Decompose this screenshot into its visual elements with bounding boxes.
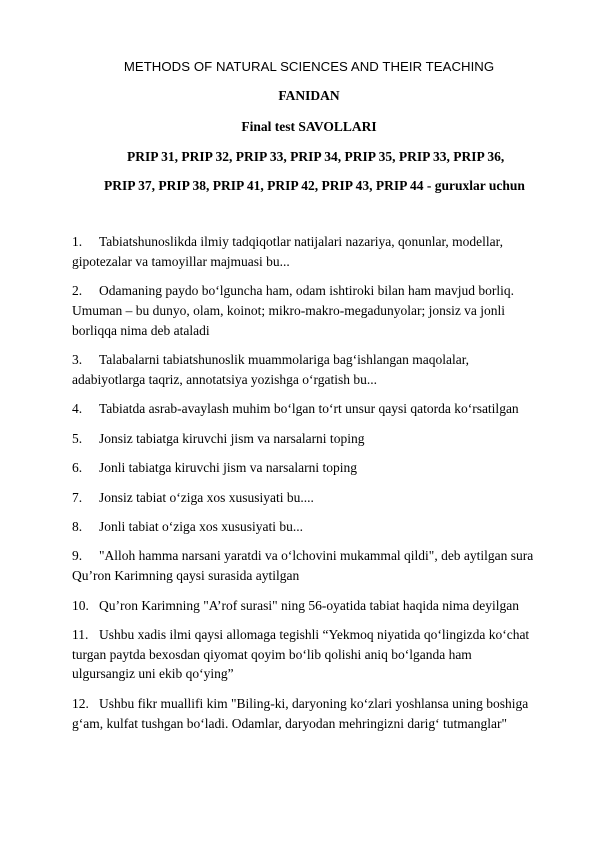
- question-text: Tabiatda asrab-avaylash muhim bo‘lgan to‘rt unsur qaysi qatorda ko‘rsatilgan: [99, 401, 519, 417]
- question-text: Umuman – bu dunyo, olam, koinot; mikro-makro-megadunyolar; jonsiz va jonli: [72, 302, 506, 318]
- question-item: [72, 458, 562, 478]
- question-number: 12.: [72, 695, 89, 711]
- question-continuation: [72, 664, 562, 684]
- question-continuation: [72, 714, 562, 734]
- question-text: Jonli tabiat o‘ziga xos xususiyati bu...: [99, 518, 303, 534]
- question-item: [72, 546, 562, 566]
- question-list: [72, 232, 562, 743]
- question-item: [72, 429, 562, 449]
- question-text: borliqqa nima deb ataladi: [72, 322, 210, 338]
- question-text: Jonsiz tabiatga kiruvchi jism va narsalarni toping: [99, 430, 365, 446]
- question-continuation: [72, 321, 562, 341]
- question-item: [72, 694, 562, 714]
- question-item: [72, 281, 562, 301]
- question-number: 11.: [72, 626, 89, 642]
- question-number: 9.: [72, 548, 83, 564]
- question-number: 5.: [72, 430, 83, 446]
- question-item: [72, 488, 562, 508]
- question-number: 2.: [72, 283, 83, 299]
- question-number: 4.: [72, 401, 83, 417]
- question-number: 7.: [72, 489, 83, 505]
- question-item: [72, 596, 562, 616]
- question-text: Ushbu fikr muallifi kim "Biling-ki, daryoning ko‘zlari yoshlansa uning boshiga: [99, 695, 529, 711]
- question-text: "Alloh hamma narsani yaratdi va o‘lchovini mukammal qildi", deb aytilgan sura: [99, 548, 534, 564]
- question-text: Jonli tabiatga kiruvchi jism va narsalarni toping: [99, 460, 357, 476]
- question-text: gipotezalar va tamoyillar majmuasi bu...: [72, 253, 290, 269]
- fanidan-heading: FANIDAN: [278, 88, 340, 103]
- question-item: [72, 517, 562, 537]
- question-number: 1.: [72, 234, 83, 249]
- question-continuation: [72, 301, 562, 321]
- question-text: Jonsiz tabiat o‘ziga xos xususiyati bu....: [99, 489, 314, 505]
- question-item: [72, 232, 562, 252]
- question-number: 8.: [72, 518, 83, 534]
- question-number: 10.: [72, 597, 89, 613]
- question-item: [72, 350, 562, 370]
- question-item: [72, 399, 562, 419]
- question-number: 6.: [72, 460, 83, 476]
- question-text: turgan paytda bexosdan qiyomat qoyim bo‘lib qolishi aniq bo‘lganda ham: [72, 646, 472, 662]
- question-number: 3.: [72, 352, 83, 368]
- question-continuation: [72, 645, 562, 665]
- question-item: [72, 625, 562, 645]
- test-title: Final test SAVOLLARI: [241, 119, 377, 134]
- question-continuation: [72, 252, 562, 272]
- question-text: adabiyotlarga taqriz, annotatsiya yozishga o‘rgatish bu...: [72, 371, 378, 387]
- question-text: Odamaning paydo bo‘lguncha ham, odam ishtiroki bilan ham mavjud borliq.: [99, 283, 515, 299]
- question-continuation: [72, 566, 562, 586]
- question-text: Ushbu xadis ilmi qaysi allomaga tegishli “Yekmoq niyatida qo‘lingizda ko‘chat: [99, 626, 530, 642]
- groups-line-1: PRIP 31, PRIP 32, PRIP 33, PRIP 34, PRIP 35, PRIP 33, PRIP 36,: [127, 149, 505, 164]
- question-text: Tabiatshunoslikda ilmiy tadqiqotlar natijalari nazariya, qonunlar, modellar,: [99, 234, 503, 249]
- question-text: Talabalarni tabiatshunoslik muammolariga bag‘ishlangan maqolalar,: [99, 352, 470, 368]
- subject-title: METHODS OF NATURAL SCIENCES AND THEIR TEACHING: [123, 59, 495, 74]
- question-text: Qu’ron Karimning "A’rof surasi" ning 56-oyatida tabiat haqida nima deyilgan: [99, 597, 520, 613]
- question-text: ulgursangiz uni ekib qo‘ying”: [72, 666, 234, 682]
- question-text: Qu’ron Karimning qaysi surasida aytilgan: [72, 568, 300, 584]
- question-continuation: [72, 370, 562, 390]
- question-text: g‘am, kulfat tushgan bo‘ladi. Odamlar, daryodan mehringizni darig‘ tutmanglar": [72, 715, 507, 731]
- groups-line-2: PRIP 37, PRIP 38, PRIP 41, PRIP 42, PRIP 43, PRIP 44 - guruxlar uchun: [104, 178, 525, 193]
